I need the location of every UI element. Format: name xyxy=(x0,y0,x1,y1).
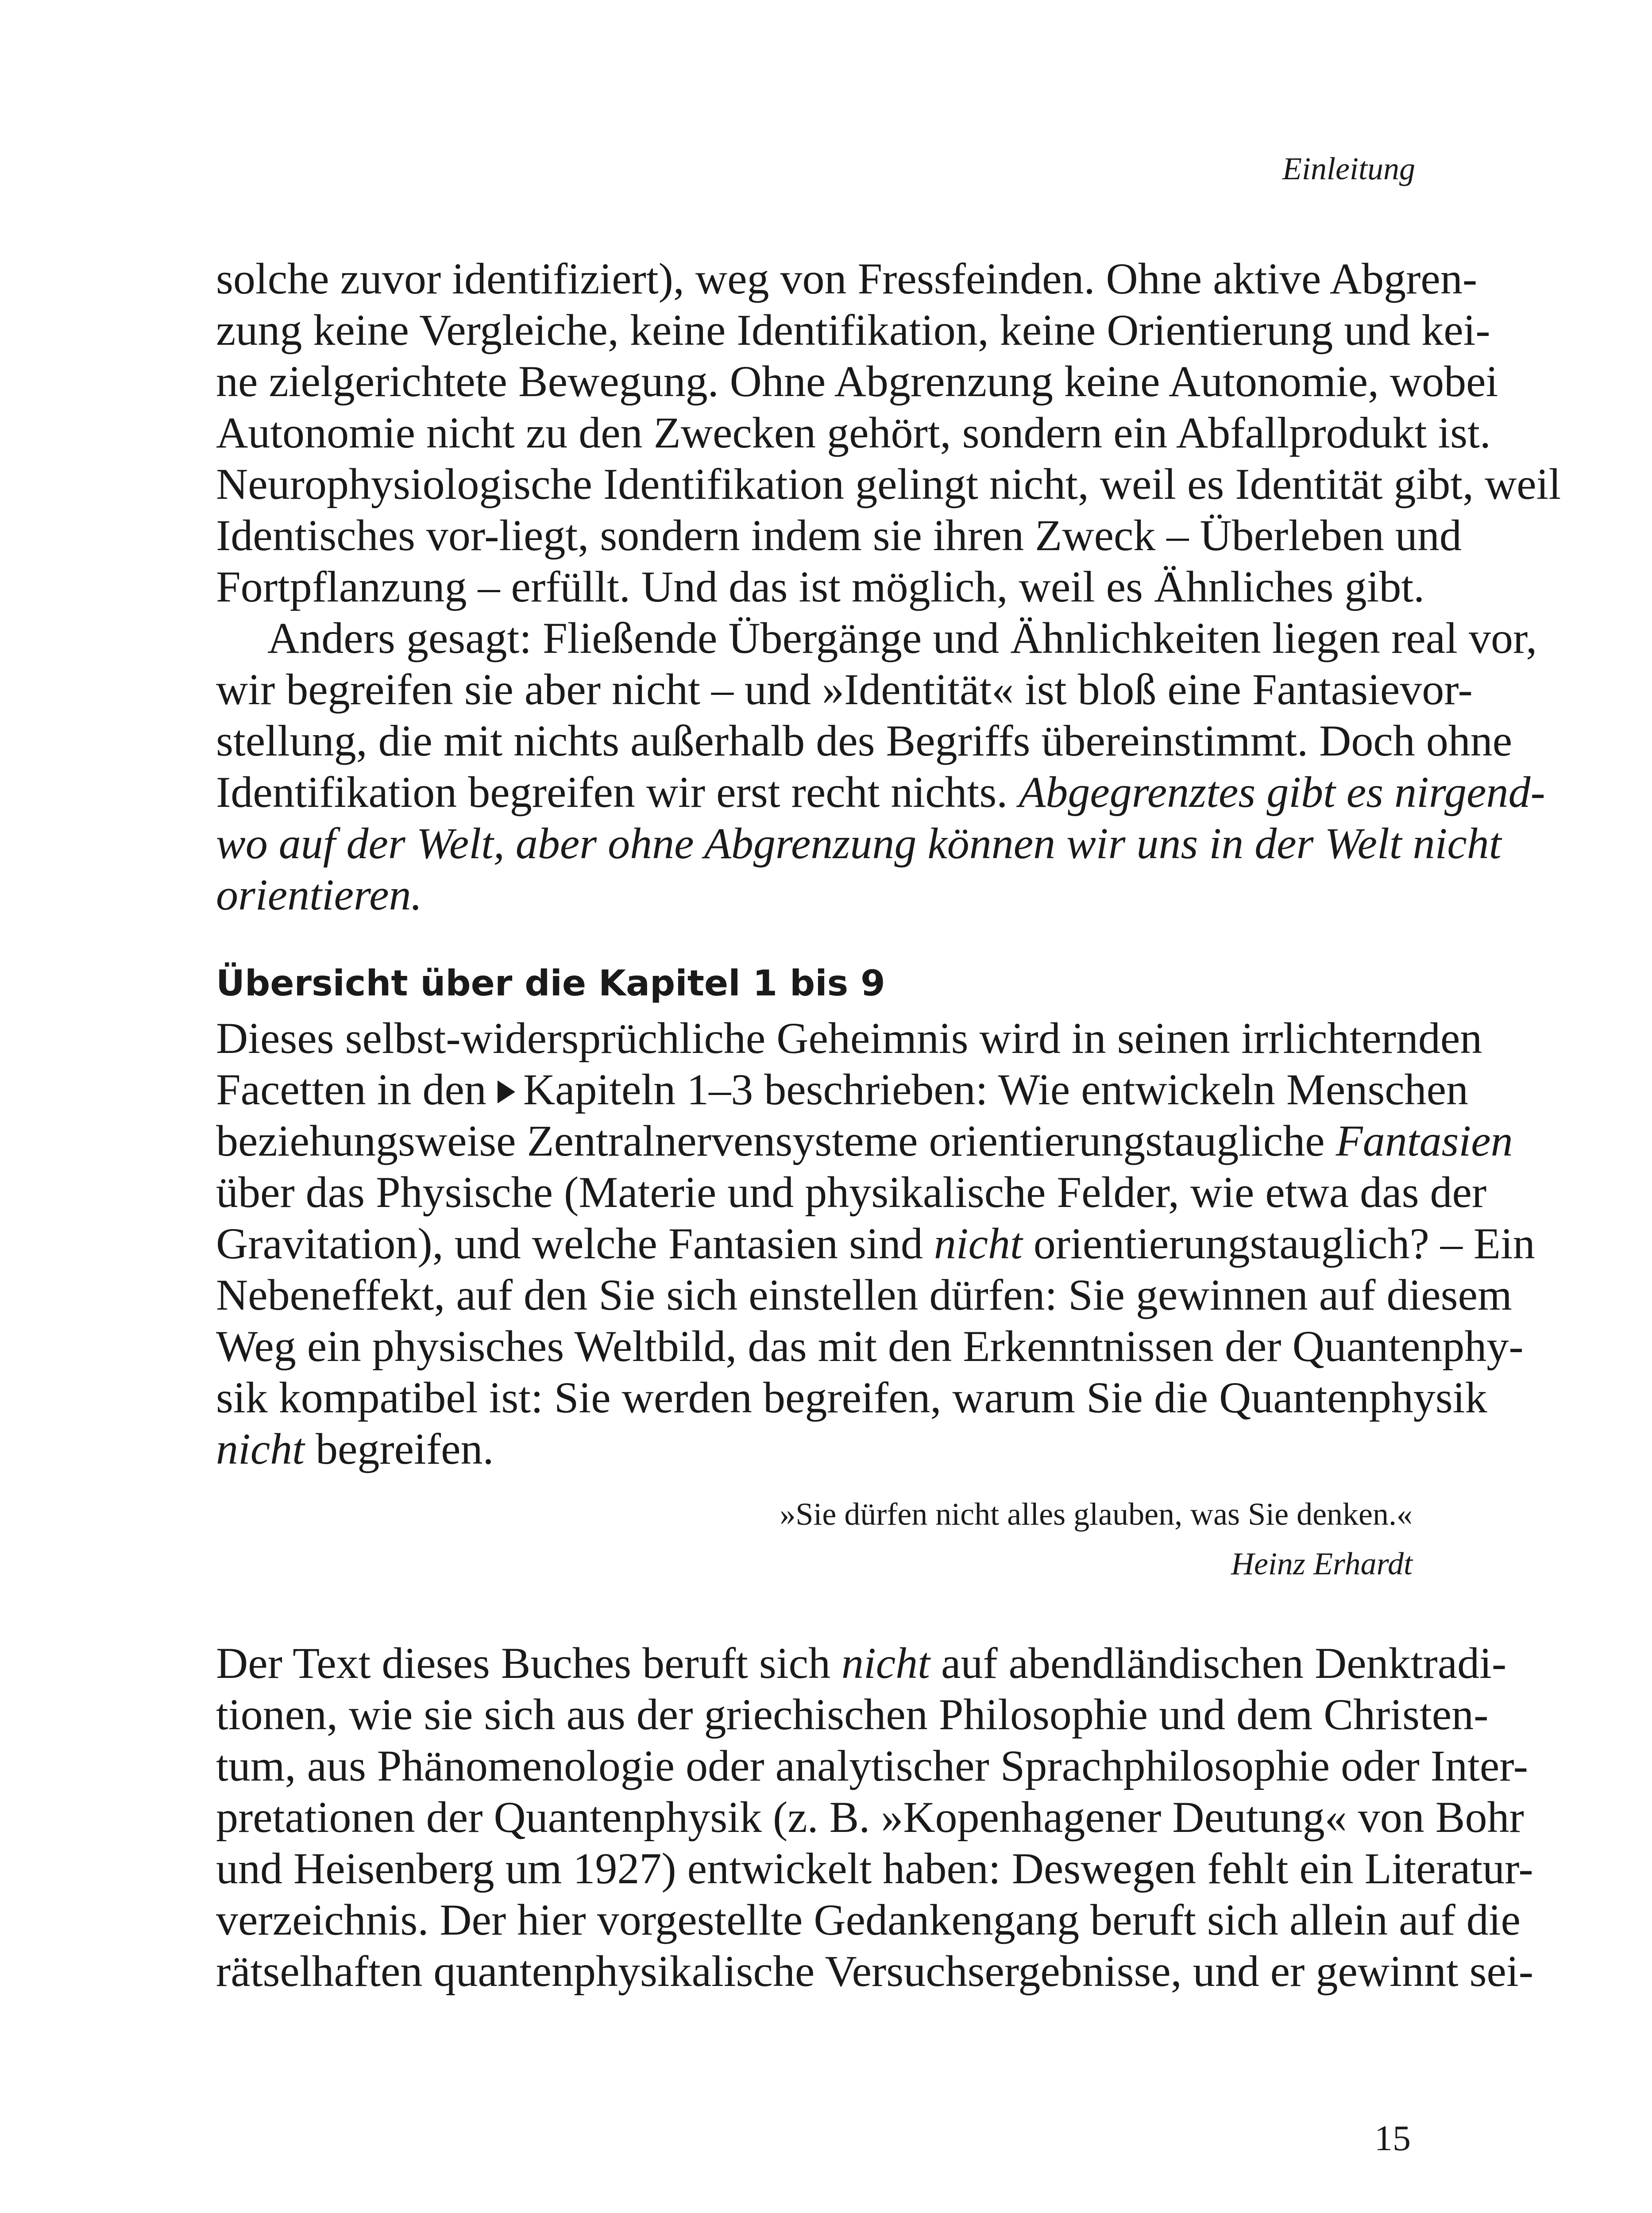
text-line: Nebeneffekt, auf den Sie sich einstellen dürfen: Sie gewinnen auf diesem xyxy=(216,1270,1512,1319)
italic-run: Fantasien xyxy=(1335,1116,1513,1165)
text-run: orientierungstauglich? – Ein xyxy=(1033,1219,1535,1268)
text-line: wir begreifen sie aber nicht – und »Identität« ist bloß eine Fantasievor- xyxy=(216,665,1473,714)
triangle-right-icon xyxy=(498,1080,515,1103)
text-run: beziehungsweise Zentralnervensysteme orientierungstaugliche xyxy=(216,1116,1325,1165)
text-line: über das Physische (Materie und physikalische Felder, wie etwa das der xyxy=(216,1168,1487,1217)
italic-run: nicht xyxy=(934,1219,1023,1268)
italic-run: orientieren. xyxy=(216,870,422,919)
text-line: zung keine Vergleiche, keine Identifikation, keine Orientierung und kei- xyxy=(216,305,1490,355)
text-line xyxy=(216,1639,1507,1688)
text-line xyxy=(216,819,1501,868)
text-line: Dieses selbst-widersprüchliche Geheimnis wird in seinen irrlichternden xyxy=(216,1014,1482,1063)
text-line xyxy=(216,870,1413,919)
text-line: rätselhaften quantenphysikalische Versuchsergebnisse, und er gewinnt sei- xyxy=(216,1947,1534,1996)
text-line: tionen, wie sie sich aus der griechischen Philosophie und dem Christen- xyxy=(216,1690,1489,1739)
italic-run: Abgegrenztes gibt es nirgend- xyxy=(1019,767,1545,817)
text-line xyxy=(216,1065,1468,1114)
epigraph-author: Heinz Erhardt xyxy=(1231,1546,1413,1581)
text-line: tum, aus Phänomenologie oder analytischer Sprachphilosophie oder Inter- xyxy=(216,1741,1528,1790)
text-run: Kapiteln 1–3 beschrieben: Wie entwickeln Menschen xyxy=(523,1065,1468,1114)
epigraph-quote: »Sie dürfen nicht alles glauben, was Sie denken.« xyxy=(780,1496,1413,1532)
text-line xyxy=(216,767,1545,817)
text-run: Identifikation begreifen wir erst recht nichts. xyxy=(216,767,1008,817)
text-line xyxy=(216,1219,1535,1268)
text-line: sik kompatibel ist: Sie werden begreifen, warum Sie die Quantenphysik xyxy=(216,1373,1487,1422)
text-line: Anders gesagt: Fließende Übergänge und Ähnlichkeiten liegen real vor, xyxy=(267,613,1537,663)
italic-run: nicht xyxy=(216,1424,305,1473)
text-line: Weg ein physisches Weltbild, das mit den Erkenntnissen der Quantenphy- xyxy=(216,1322,1524,1371)
text-line: stellung, die mit nichts außerhalb des Begriffs übereinstimmt. Doch ohne xyxy=(216,716,1513,765)
text-line: Autonomie nicht zu den Zwecken gehört, sondern ein Abfallprodukt ist. xyxy=(216,408,1491,457)
page-number: 15 xyxy=(1374,2118,1411,2158)
text-line: Identisches vor-liegt, sondern indem sie ihren Zweck – Überleben und xyxy=(216,511,1462,560)
text-line: Neurophysiologische Identifikation gelingt nicht, weil es Identität gibt, weil xyxy=(216,459,1561,509)
text-line: Fortpflanzung – erfüllt. Und das ist möglich, weil es Ähnliches gibt. xyxy=(216,562,1425,611)
section-heading: Übersicht über die Kapitel 1 bis 9 xyxy=(216,963,885,1004)
text-line: verzeichnis. Der hier vorgestellte Gedankengang beruft sich allein auf die xyxy=(216,1895,1521,1944)
italic-run: nicht xyxy=(841,1639,930,1688)
text-run: begreifen. xyxy=(315,1424,494,1473)
text-line xyxy=(216,1424,1413,1473)
italic-run: wo auf der Welt, aber ohne Abgrenzung können wir uns in der Welt nicht xyxy=(216,819,1501,868)
text-run: Gravitation), und welche Fantasien sind xyxy=(216,1219,923,1268)
text-line: solche zuvor identifiziert), weg von Fressfeinden. Ohne aktive Abgren- xyxy=(216,254,1478,303)
text-line: pretationen der Quantenphysik (z. B. »Kopenhagener Deutung« von Bohr xyxy=(216,1793,1524,1842)
text-run: Der Text dieses Buches beruft sich xyxy=(216,1639,830,1688)
text-run: auf abendländischen Denktradi- xyxy=(941,1639,1507,1688)
text-run: Facetten in den xyxy=(216,1065,486,1114)
running-head: Einleitung xyxy=(1282,151,1415,186)
text-line xyxy=(216,1116,1513,1165)
text-line: und Heisenberg um 1927) entwickelt haben: Deswegen fehlt ein Literatur- xyxy=(216,1844,1533,1893)
text-line: ne zielgerichtete Bewegung. Ohne Abgrenzung keine Autonomie, wobei xyxy=(216,357,1498,406)
